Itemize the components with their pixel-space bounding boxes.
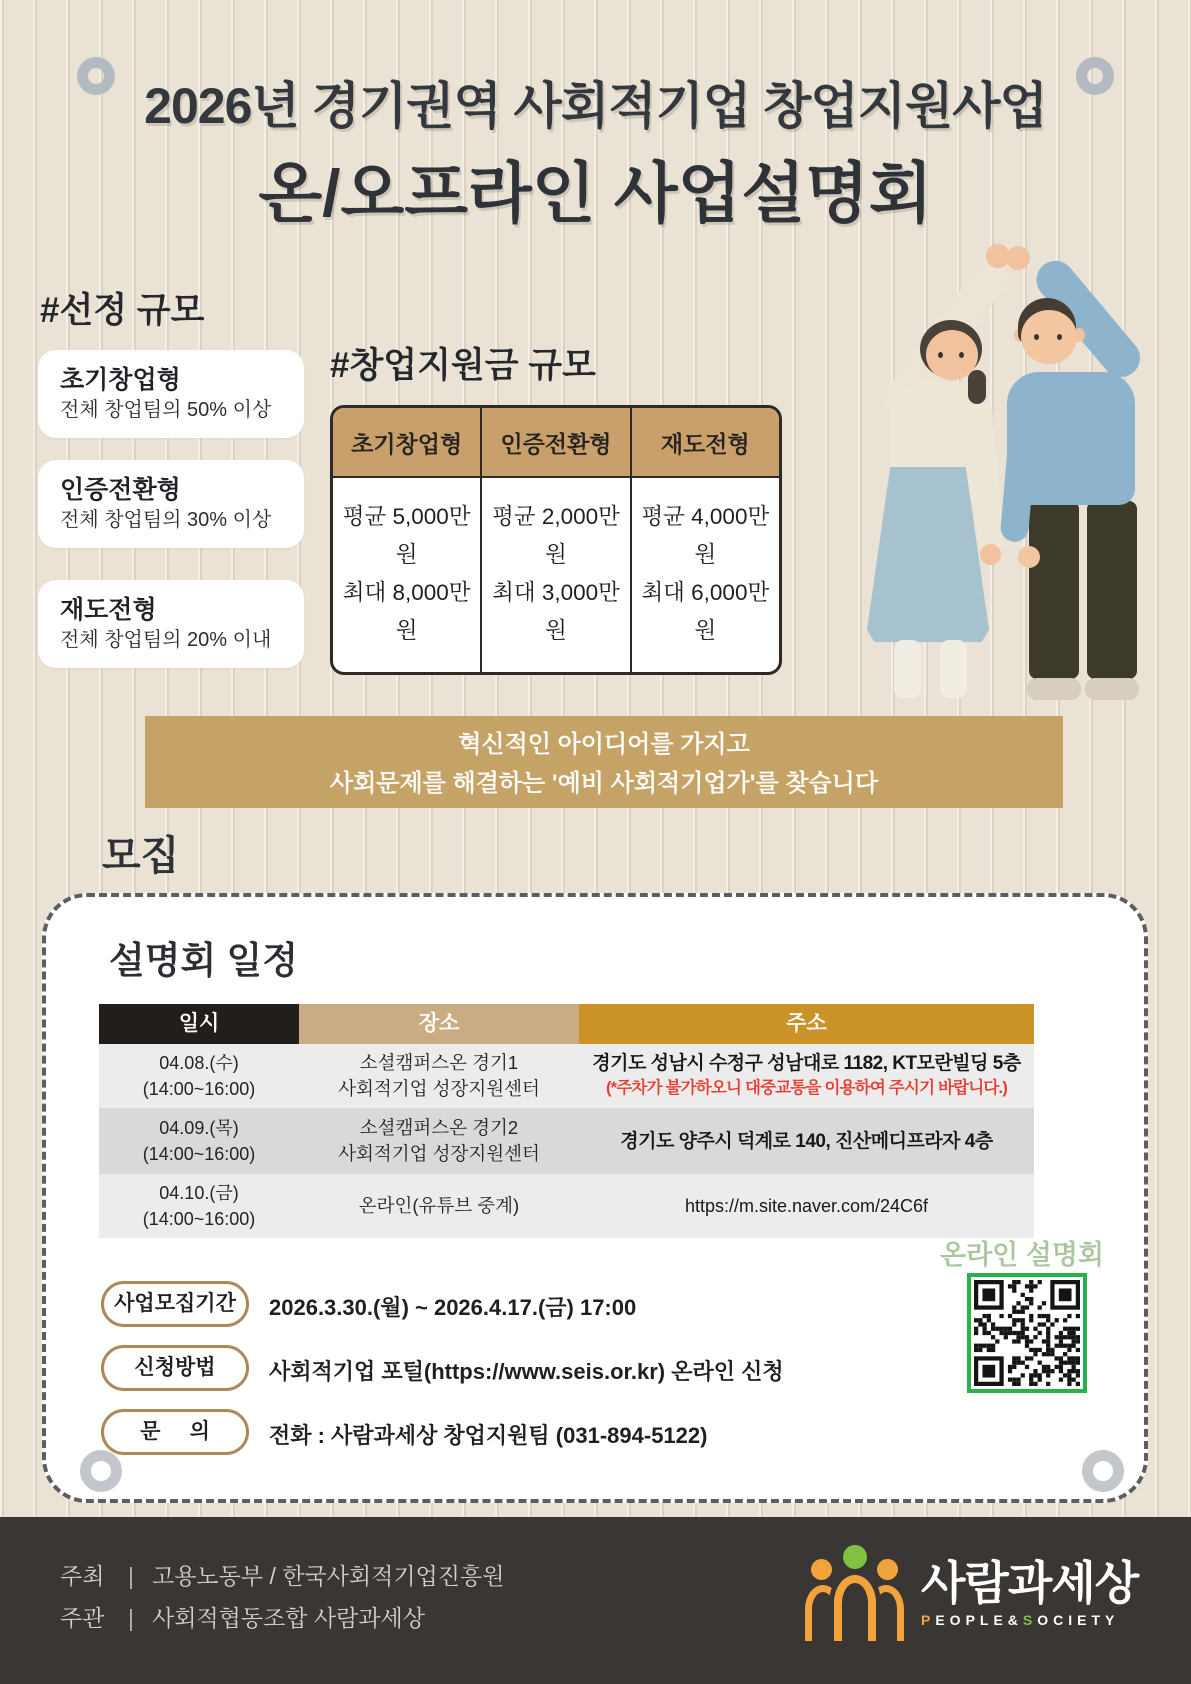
man-leg [1029,501,1079,679]
funding-cell [632,478,779,672]
slogan-line1: 혁신적인 아이디어를 가지고 [458,731,750,758]
schedule-address [579,1188,1034,1225]
schedule-address-note: (*주차가 불가하오니 대중교통을 이용하여 주시기 바랍니다.) [605,1079,1008,1097]
woman-boot [894,640,921,698]
host-value: 고용노동부 / 한국사회적기업진흥원 [151,1563,505,1589]
separator: | [128,1605,134,1631]
contact-label: 문 의 [101,1409,249,1455]
funding-cell [482,478,631,672]
funding-col-retry: 재도전형 [660,431,750,457]
card-title: 재도전형 [60,596,157,624]
man-raised-hand [1006,246,1030,270]
woman-head [926,330,978,380]
schedule-date: 04.08.(수) [159,1053,239,1073]
schedule-place-line1: 소셜캠퍼스온 경기1 [359,1052,519,1073]
schedule-panel [42,893,1148,1503]
grommet-ring-bottom-left [80,1450,122,1492]
person-head-right [877,1559,898,1580]
funding-avg: 평균 4,000만원 [641,504,770,567]
man-shoe [1085,678,1139,700]
person-head-center [843,1545,867,1569]
schedule-address-text: 경기도 양주시 덕계로 140, 진산메디프라자 4층 [620,1130,993,1152]
selection-card-retry [38,580,304,668]
schedule-datetime [99,1044,299,1108]
card-desc: 전체 창업팀의 20% 이내 [60,629,272,651]
schedule-row [99,1174,1034,1238]
host-label: 주최 [60,1563,105,1589]
schedule-place-line2: 사회적기업 성장지원센터 [338,1143,540,1164]
logo-sub-s: S [1022,1612,1038,1628]
funding-table-header [333,408,779,478]
schedule-table [99,1004,1034,1238]
schedule-datetime [99,1109,299,1173]
woman-hand [980,544,1001,565]
person-arch-center [834,1575,876,1641]
person-head-left [811,1559,832,1580]
schedule-heading: 설명회 일정 [109,940,298,981]
man-shoe [1027,678,1081,700]
application-period-value: 2026.3.30.(월) ~ 2026.4.17.(금) 17:00 [269,1295,637,1320]
schedule-col-address: 주소 [579,1004,1034,1044]
logo-text [921,1558,1138,1628]
man-hand [1018,546,1040,568]
logo-sub-mid: EOPLE& [935,1612,1023,1628]
organizer-value: 사회적협동조합 사람과세상 [151,1605,425,1631]
organizer-line [60,1597,504,1639]
logo-figures-icon [805,1545,905,1641]
funding-heading: #창업지원금 규모 [330,346,596,385]
host-line [60,1555,504,1597]
man-head [1021,310,1077,364]
contact-value: 전화 : 사람과세상 창업지원팀 (031-894-5122) [269,1423,708,1448]
schedule-address [579,1123,1034,1160]
apply-method-label: 신청방법 [101,1345,249,1391]
funding-avg: 평균 5,000만원 [342,504,471,567]
apply-method-value[interactable]: 사회적기업 포털(https://www.seis.or.kr) 온라인 신청 [269,1359,784,1384]
funding-col-certified: 인증전환형 [482,408,631,476]
schedule-place [299,1109,579,1173]
schedule-place-line1: 소셜캠퍼스온 경기2 [359,1117,519,1138]
funding-cell [333,478,482,672]
grommet-ring-bottom-right [1082,1450,1124,1492]
card-title: 인증전환형 [60,476,181,504]
schedule-place [299,1044,579,1108]
schedule-date: 04.10.(금) [159,1183,239,1203]
schedule-datetime [99,1174,299,1238]
organizer-label: 주관 [60,1605,105,1631]
footer [0,1517,1191,1684]
slogan-line2: 사회문제를 해결하는 '예비 사회적기업가'를 찾습니다 [329,770,879,797]
logo-sub-p: P [921,1612,936,1628]
qr-code[interactable] [967,1273,1087,1393]
slogan-banner [145,716,1063,808]
schedule-row [99,1044,1034,1108]
schedule-col-place: 장소 [299,1004,579,1044]
funding-max: 최대 3,000만원 [492,580,620,643]
people-society-logo [805,1545,1138,1641]
eye [1057,334,1062,340]
schedule-row [99,1108,1034,1174]
card-title: 초기창업형 [60,366,181,394]
woman-ponytail [968,370,986,404]
schedule-place [299,1187,579,1225]
poster-title-line2: 온/오프라인 사업설명회 [258,156,933,230]
schedule-date: 04.09.(목) [159,1118,239,1138]
schedule-address [579,1045,1034,1107]
selection-heading: #선정 규모 [40,291,205,330]
poster-title-line1: 2026년 경기권역 사회적기업 창업지원사업 [144,78,1047,134]
online-session-label: 온라인 설명회 [940,1240,1104,1270]
footer-credits [60,1555,504,1639]
schedule-stream-url[interactable]: https://m.site.naver.com/24C6f [684,1195,929,1216]
funding-max: 최대 6,000만원 [641,580,770,643]
illustration-couple [790,222,1140,717]
schedule-time: (14:00~16:00) [142,1144,256,1164]
selection-card-certified [38,460,304,548]
schedule-place-line2: 사회적기업 성장지원센터 [338,1078,540,1099]
schedule-col-datetime: 일시 [99,1004,299,1044]
logo-title: 사람과세상 [921,1557,1139,1609]
woman-boot [940,640,967,698]
logo-sub-rest: OCIETY [1037,1612,1120,1628]
eye [938,352,943,358]
eye [959,352,964,358]
eye [1034,334,1039,340]
card-desc: 전체 창업팀의 30% 이상 [60,509,272,531]
card-desc: 전체 창업팀의 50% 이상 [60,399,272,421]
schedule-address-text: 경기도 성남시 수정구 성남대로 1182, KT모란빌딩 5층 [592,1053,1021,1074]
funding-table-body [333,478,779,672]
funding-avg: 평균 2,000만원 [492,504,620,567]
logo-subtitle [921,1612,1138,1628]
separator: | [128,1563,134,1589]
application-period-label: 사업모집기간 [101,1281,249,1327]
schedule-time: (14:00~16:00) [142,1209,256,1229]
man-leg [1087,501,1137,679]
funding-table [330,405,782,675]
funding-max: 최대 8,000만원 [342,580,471,643]
funding-col-early: 초기창업형 [333,408,482,476]
schedule-table-header [99,1004,1034,1044]
schedule-place-line1: 온라인(유튜브 중계) [358,1195,520,1216]
schedule-time: (14:00~16:00) [142,1079,256,1099]
recruit-label: 모집 [102,834,180,878]
selection-card-early [38,350,304,438]
